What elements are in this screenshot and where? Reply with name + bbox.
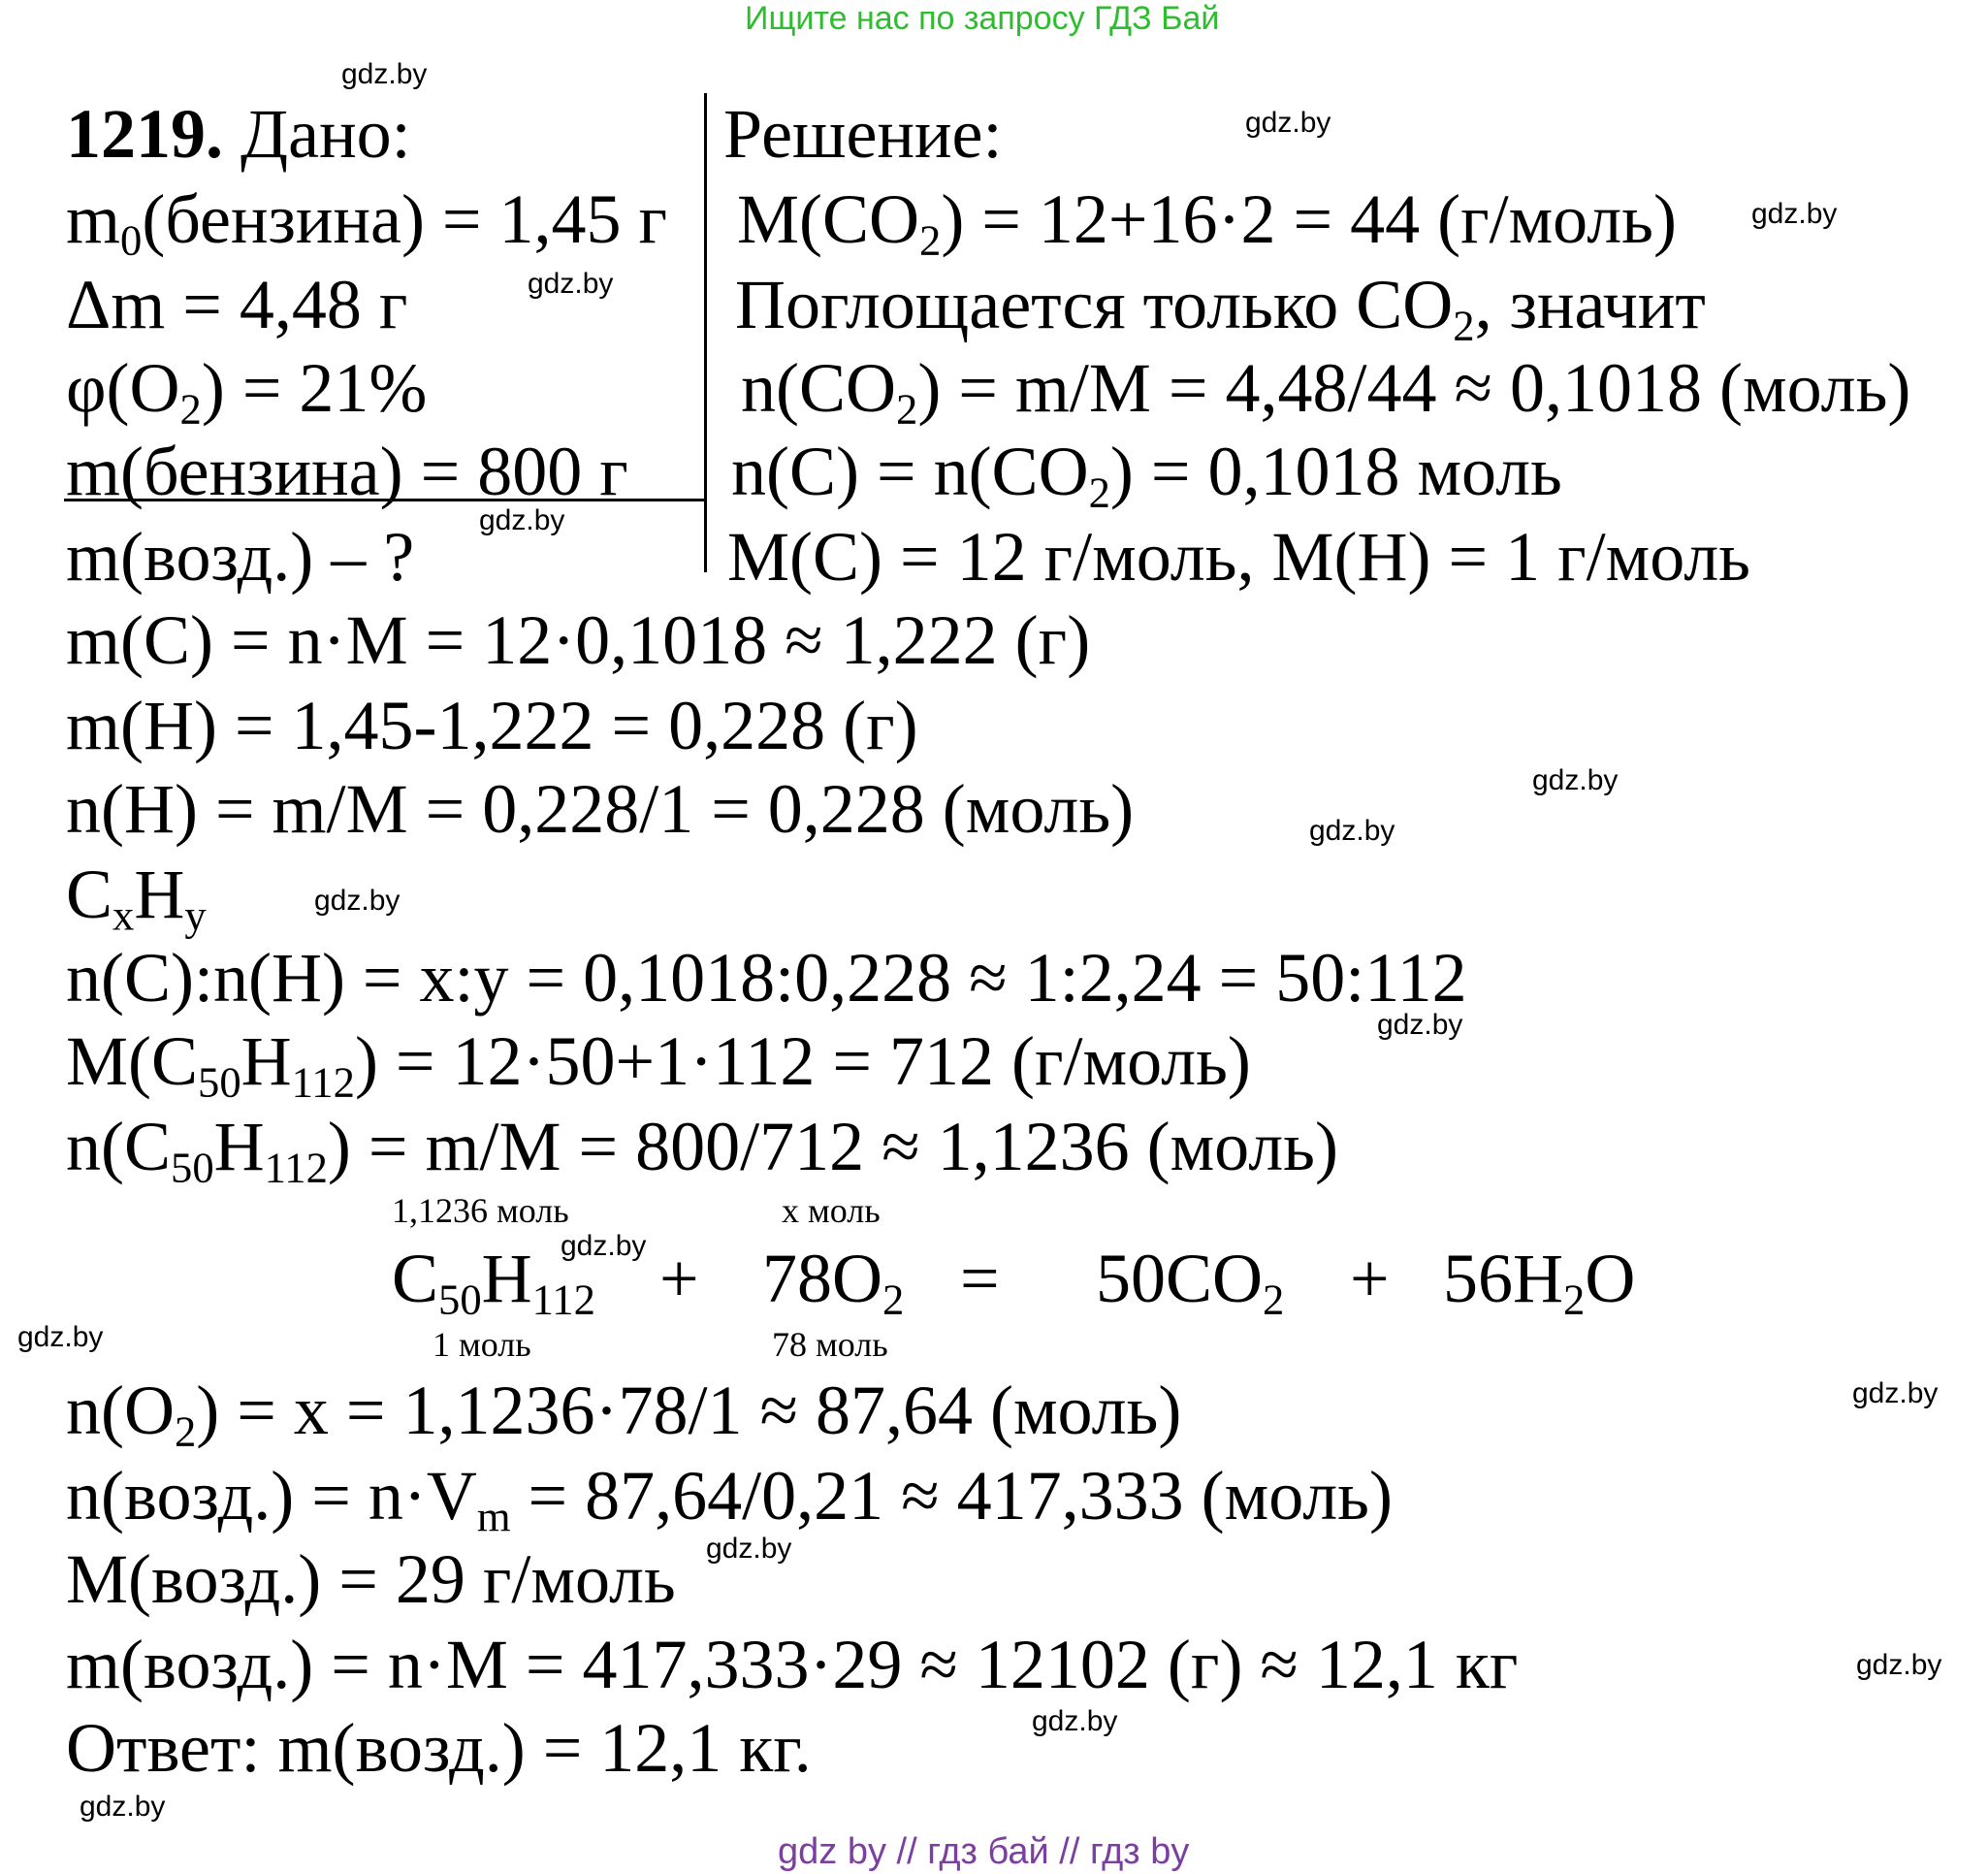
solution-line-4: $n(C) = n(CO_2) = 0,1018$ моль bbox=[731, 433, 1562, 517]
eq-reactant-1: $C_{50}H_{112}$ bbox=[392, 1240, 595, 1324]
eq-above-1: 1,1236 моль bbox=[392, 1191, 569, 1230]
final-line-3: M(возд.) = 29 г/моль bbox=[66, 1540, 676, 1618]
given-header bbox=[66, 95, 411, 173]
find-line: m(возд.) – ? bbox=[66, 518, 415, 596]
final-line-4: m(возд.) = n·M = 417,333·29 ≈ 12102 (г) ≈ 12,1 кг bbox=[66, 1626, 1519, 1703]
given-divider-vertical bbox=[704, 93, 707, 572]
calc-line-7: $n(C_{50}H_{112}) = m/M = 800/712 \approx 1,1236$ (моль) bbox=[66, 1108, 1338, 1192]
final-line-1: $n(O_2) = x = 1,1236\cdot 78/1 \approx 87,64$ (моль) bbox=[66, 1372, 1182, 1456]
watermark: gdz.by bbox=[17, 1321, 104, 1353]
calc-line-1: m(C) = n·M = 12·0,1018 ≈ 1,222 (г) bbox=[66, 601, 1091, 679]
calc-line-5: n(C):n(H) = x:y = 0,1018:0,228 ≈ 1:2,24 = 50:112 bbox=[66, 939, 1467, 1017]
eq-product-1: $50CO_2$ bbox=[1096, 1240, 1285, 1324]
footer-links[interactable]: gdz by // гдз бай // гдз by bbox=[778, 1831, 1190, 1872]
eq-plus-2: + bbox=[1350, 1240, 1390, 1317]
final-line-2: n(возд.) = $n\cdot V_m = 87,64/0,21 \approx 417,333$ (моль) bbox=[66, 1457, 1393, 1541]
given-label: Дано: bbox=[240, 95, 411, 173]
watermark: gdz.by bbox=[1245, 107, 1331, 139]
eq-plus-1: + bbox=[659, 1240, 699, 1317]
given-line-2: Δm = 4,48 г bbox=[66, 266, 408, 343]
watermark: gdz.by bbox=[314, 885, 401, 917]
watermark: gdz.by bbox=[1309, 815, 1395, 847]
calc-line-3: n(H) = m/M = 0,228/1 = 0,228 (моль) bbox=[66, 770, 1135, 848]
watermark: gdz.by bbox=[479, 504, 565, 536]
watermark: gdz.by bbox=[1751, 198, 1838, 230]
watermark: gdz.by bbox=[1032, 1705, 1118, 1737]
calc-line-2: m(H) = 1,45-1,222 = 0,228 (г) bbox=[66, 687, 918, 764]
given-line-4: m(бензина) = 800 г bbox=[66, 433, 628, 510]
watermark: gdz.by bbox=[1532, 764, 1619, 796]
solution-line-5: M(C) = 12 г/моль, M(H) = 1 г/моль bbox=[727, 518, 1751, 596]
eq-below-2: 78 моль bbox=[772, 1325, 888, 1364]
eq-below-1: 1 моль bbox=[433, 1325, 531, 1364]
solution-line-1: $M(CO_2) = 12+16\cdot 2 = 44$ (г/моль) bbox=[737, 180, 1677, 265]
eq-product-2: $56H_2O$ bbox=[1443, 1240, 1636, 1324]
eq-above-2: x моль bbox=[782, 1191, 881, 1230]
solution-label: Решение: bbox=[723, 95, 1003, 173]
watermark: gdz.by bbox=[706, 1533, 792, 1565]
eq-reactant-2: $78O_2$ bbox=[762, 1240, 905, 1324]
watermark: gdz.by bbox=[528, 268, 614, 300]
given-line-1: $m_0(бензина) = 1,45$ г bbox=[66, 180, 668, 265]
top-banner: Ищите нас по запросу ГДЗ Бай bbox=[745, 0, 1220, 37]
watermark: gdz.by bbox=[80, 1791, 166, 1823]
watermark: gdz.by bbox=[1377, 1009, 1463, 1041]
problem-number: 1219. bbox=[66, 95, 223, 173]
watermark: gdz.by bbox=[1856, 1649, 1942, 1681]
solution-line-2: Поглощается только $CO_2$, значит bbox=[735, 266, 1706, 350]
eq-equals: = bbox=[960, 1240, 1000, 1317]
watermark: gdz.by bbox=[561, 1230, 647, 1262]
calc-line-6: $M(C_{50}H_{112}) = 12\cdot 50+1\cdot 112 = 712$ (г/моль) bbox=[66, 1022, 1251, 1107]
calc-line-4: $C_xH_y$ bbox=[66, 856, 207, 940]
watermark: gdz.by bbox=[1852, 1377, 1939, 1409]
answer-line: Ответ: m(возд.) = 12,1 кг. bbox=[66, 1709, 812, 1787]
watermark: gdz.by bbox=[341, 58, 428, 90]
given-line-3: $\varphi(O_2) = 21\%$ bbox=[66, 349, 428, 434]
solution-line-3: $n(CO_2) = m/M = 4,48/44 \approx 0,1018$ (моль) bbox=[741, 349, 1911, 434]
